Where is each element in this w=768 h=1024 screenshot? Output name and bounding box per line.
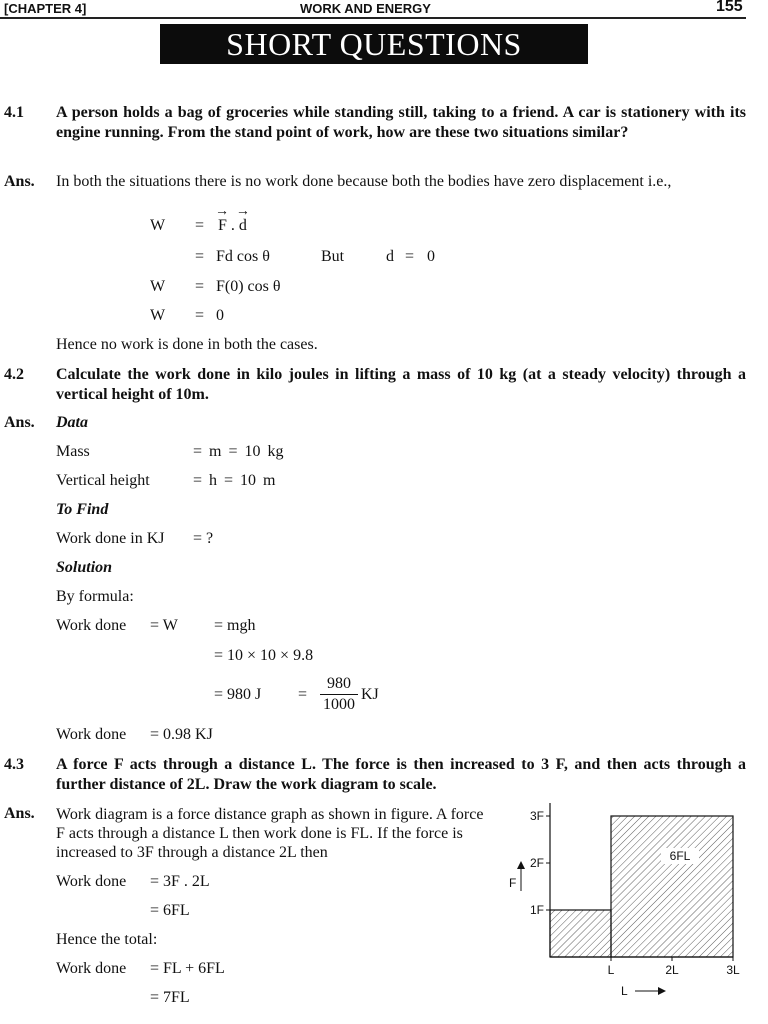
question-number: 4.2 (4, 366, 24, 383)
eq-sign: = (298, 686, 308, 703)
x-tick-label: L (607, 963, 615, 977)
eq-lhs: W (150, 307, 166, 324)
find-value: = ? (193, 530, 214, 547)
dot-operator: . (230, 217, 235, 234)
work-done-value: = 3F . 2L (150, 873, 210, 890)
page-number: 155 (716, 0, 743, 15)
result-label: Work done (56, 726, 127, 743)
question-number: 4.3 (4, 756, 24, 773)
eq-sign: = (195, 278, 205, 295)
chapter-label: [CHAPTER 4] (4, 1, 87, 16)
find-label: Work done in KJ (56, 530, 165, 547)
eq-lhs: W (150, 278, 166, 295)
conclusion-text: Hence no work is done in both the cases. (56, 336, 318, 353)
arrow-right-icon (658, 987, 666, 995)
eq-d-lhs: d (386, 248, 394, 265)
eq-but: But (321, 248, 345, 265)
kj-fraction (320, 675, 358, 714)
eq-d-rhs: 0 (427, 248, 435, 265)
displacement-vector: → d (235, 204, 250, 234)
eq-sign: = (195, 248, 205, 265)
vector-arrow-icon: → (215, 204, 229, 219)
calculation-step: = 10 × 10 × 9.8 (214, 647, 314, 664)
area-label: 6FL (669, 849, 691, 863)
work-done-label: Work done (56, 873, 127, 890)
fraction-numerator: 980 (327, 675, 351, 692)
mass-label: Mass (56, 443, 90, 460)
vector-arrow-icon: → (235, 204, 250, 219)
find-heading: To Find (56, 501, 109, 518)
eq-lhs: W (150, 217, 166, 234)
y-tick-label: 1F (529, 903, 544, 917)
answer-label: Ans. (4, 414, 35, 431)
height-value: = h = 10 m (193, 472, 276, 489)
chapter-title: WORK AND ENERGY (300, 1, 431, 16)
force-vector: → F (215, 204, 229, 234)
work-area-block (611, 816, 733, 957)
answer-label: Ans. (4, 173, 35, 190)
answer-label: Ans. (4, 805, 35, 822)
eq-line4: 0 (216, 307, 224, 324)
question-text: A person holds a bag of groceries while standing still, taking to a friend. A car is stationery with its engine running. From the stand point of work, how are these two situations similar? (56, 104, 746, 141)
x-axis-label: L (621, 984, 628, 998)
eq-sign: = (405, 248, 415, 265)
work-done-value: = 6FL (150, 902, 190, 919)
result-value: = 0.98 KJ (150, 726, 213, 743)
question-text: A force F acts through a distance L. The force is then increased to 3 F, and then acts through a further distance of 2L. Draw the work diagram to scale. (56, 756, 746, 793)
work-done-eq1: = W (150, 617, 178, 634)
answer-text: Work diagram is a force distance graph as shown in figure. A force F acts through a distance L then work done is FL. If the force is increased to 3F through a distance 2L then (56, 806, 484, 861)
calculation-step: = 980 J (214, 686, 262, 703)
question-number: 4.1 (4, 104, 24, 121)
total-label: Hence the total: (56, 931, 158, 948)
work-diagram (500, 795, 760, 1000)
height-label: Vertical height (56, 472, 150, 489)
work-done-label: Work done (56, 617, 127, 634)
y-axis-label: F (509, 876, 517, 890)
eq-sign: = (195, 307, 205, 324)
total-work-label: Work done (56, 960, 127, 977)
work-area-block (550, 910, 611, 957)
formula-label: By formula: (56, 588, 134, 605)
y-tick-label: 3F (529, 809, 544, 823)
fraction-unit: KJ (361, 686, 379, 703)
fraction-bar (320, 694, 358, 695)
data-heading: Data (56, 414, 88, 431)
header-rule (0, 17, 746, 19)
eq-sign: = (195, 217, 205, 234)
eq-line3: F(0) cos θ (216, 278, 281, 295)
eq-vector-product (215, 204, 250, 235)
y-tick-label: 2F (529, 856, 544, 870)
mass-value: = m = 10 kg (193, 443, 284, 460)
eq-line2: Fd cos θ (216, 248, 270, 265)
question-text: Calculate the work done in kilo joules in lifting a mass of 10 kg (at a steady velocity) through a vertical height of 10m. (56, 366, 746, 403)
arrow-up-icon (517, 861, 525, 869)
total-value: = 7FL (150, 989, 190, 1006)
solution-heading: Solution (56, 559, 113, 576)
x-tick-label: 2L (665, 963, 679, 977)
total-value: = FL + 6FL (150, 960, 225, 977)
answer-text: In both the situations there is no work done because both the bodies have zero displacement i.e., (56, 173, 672, 190)
x-tick-label: 3L (726, 963, 740, 977)
fraction-denominator: 1000 (323, 696, 355, 713)
section-banner: SHORT QUESTIONS (160, 24, 588, 64)
work-done-eq2: = mgh (214, 617, 256, 634)
